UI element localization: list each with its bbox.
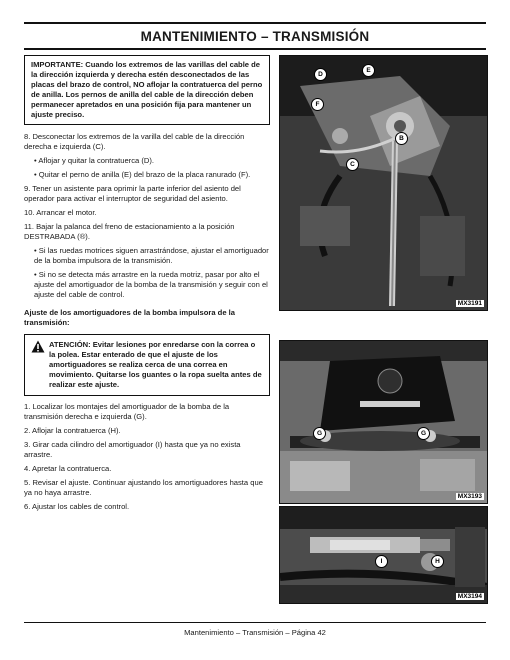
step-10: 10. Arrancar el motor. bbox=[24, 208, 97, 217]
callout-f: F bbox=[311, 98, 324, 111]
step-8: 8. Desconectar los extremos de la varilla del cable de la dirección derecha e izquierda (C). bbox=[24, 132, 245, 151]
figure-number: MX3191 bbox=[457, 300, 482, 307]
step-1: 1. Localizar los montajes del amortiguador de la bomba de la transmisión derecha e izquierda (G). bbox=[24, 402, 230, 421]
footer-rule bbox=[24, 622, 486, 623]
page-header bbox=[24, 22, 486, 50]
bullet-item: • Aflojar y quitar la contratuerca (D). bbox=[34, 156, 154, 165]
callout-b: B bbox=[395, 132, 408, 145]
callout-g-left: G bbox=[313, 427, 326, 440]
warning-triangle-icon bbox=[31, 340, 49, 390]
left-column bbox=[24, 55, 270, 516]
step-3: 3. Girar cada cilindro del amortiguador (I) hasta que ya no exista arrastre. bbox=[24, 440, 241, 459]
step-11: 11. Bajar la palanca del freno de estacionamiento a la posición DESTRABADA (®). bbox=[24, 222, 235, 241]
step-5: 5. Revisar el ajuste. Continuar ajustando los amortiguadores hasta que ya no haya arrastre. bbox=[24, 478, 263, 497]
step-9: 9. Tener un asistente para oprimir la parte inferior del asiento del operador para activar el interruptor de seguridad del asiento. bbox=[24, 184, 241, 203]
page-title: MANTENIMIENTO – TRANSMISIÓN bbox=[140, 28, 370, 44]
caution-note bbox=[24, 334, 270, 396]
step-6: 6. Ajustar los cables de control. bbox=[24, 502, 130, 511]
bullet-item: • Quitar el perno de anilla (E) del brazo de la placa ranurado (F). bbox=[34, 170, 251, 179]
callout-g-right: G bbox=[417, 427, 430, 440]
page-footer: Mantenimiento – Transmisión – Página 42 bbox=[184, 628, 326, 637]
bullet-item: • Si las ruedas motrices siguen arrastrándose, ajustar el amortiguador de la bomba impulsora de la transmisión. bbox=[34, 246, 269, 265]
callout-d: D bbox=[314, 68, 327, 81]
photo-damper-cylinder bbox=[279, 506, 488, 604]
step-4: 4. Apretar la contratuerca. bbox=[24, 464, 112, 473]
important-note: IMPORTANTE: Cuando los extremos de las varillas del cable de la dirección izquierda y derecha estén desconectados de las placas del brazo de control, NO aflojar la contratuerca del perno de anilla. Los pernos de anilla del cable de la dirección deben permanecer apretados en una posición fija para mantener un ajuste preciso. bbox=[24, 55, 270, 125]
section-subheading: Ajuste de los amortiguadores de la bomba impulsora de la transmisión: bbox=[24, 308, 235, 327]
figure-number: MX3193 bbox=[457, 493, 482, 500]
callout-c: C bbox=[346, 158, 359, 171]
callout-h: H bbox=[431, 555, 444, 568]
figure-number: MX3194 bbox=[457, 593, 482, 600]
callout-e: E bbox=[362, 64, 375, 77]
photo-control-cable bbox=[279, 55, 488, 311]
caution-text: ATENCIÓN: Evitar lesiones por enredarse con la correa o la polea. Estar enterado de que el ajuste de los amortiguadores se realiza cerca de una correa en movimiento. Quitarse los guantes o la ropa suelta antes de realizar este ajuste. bbox=[49, 340, 262, 389]
photo-pump-damper bbox=[279, 340, 488, 504]
step-2: 2. Aflojar la contratuerca (H). bbox=[24, 426, 121, 435]
callout-i: I bbox=[375, 555, 388, 568]
bullet-item: • Si no se detecta más arrastre en la rueda motriz, pasar por alto el ajuste del amortiguador de la bomba de la transmisión y seguir con el ajuste del cable de control. bbox=[34, 270, 268, 299]
